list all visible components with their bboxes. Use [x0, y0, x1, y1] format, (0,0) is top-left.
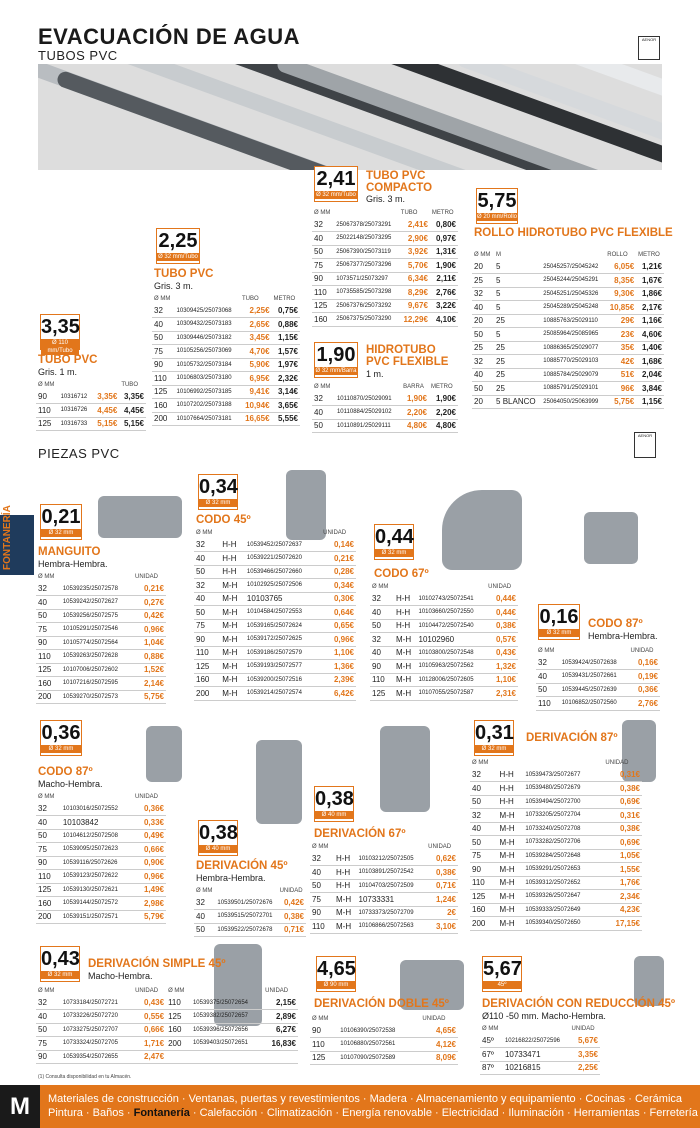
table-row: 50 10104612/25072508 0,49€ — [36, 829, 166, 843]
table-row: 110 M-H 10539312/25072652 1,76€ — [470, 876, 642, 890]
price-badge-rollo: 5,75 Ø 20 mm/Rollo — [476, 188, 518, 224]
table-row: 125 10539130/25072621 1,49€ — [36, 883, 166, 897]
table-row: 40 H-H 10539221/25072620 0,21€ — [194, 552, 356, 566]
price-badge-compacto: 2,41 Ø 32 mm/Tubo — [314, 166, 358, 202]
footer-line-2: Pintura · Baños · Fontanería · Calefacción · Climatización · Energía renovable · Electricidad · Iluminación · Herramientas · Ferretería — [48, 1107, 698, 1119]
table-row: 200 10539151/25072571 5,79€ — [36, 910, 166, 924]
section-tubos: TUBOS PVC — [38, 48, 118, 63]
table-row: 25 25 10886365/25029077 35€ 1,40€ — [472, 341, 664, 355]
manguito-sub: Hembra-Hembra. — [38, 559, 108, 569]
price-badge-codo-67: 0,44 Ø 32 mm — [374, 524, 414, 560]
tubo-3m-table: Ø MM TUBO METRO 32 10309425/25073068 2,25€ 0,75€ 40 10309432/25073183 2,65€ 0,88€ 50 10309446/25073182 3,45€ 1,15€ 75 10105256/25073069 4,70€ 1,57€ 90 10105732/25073184 5,90€ 1,97€ 110 10106803/25073180 6,95€ 2,32€ 125 10106992/25073185 9,41€ 3,14€ 160 10107202/25073188 10,94€ 3,65€ 200 10107664/25073181 16,65€ 5,55€ — [152, 294, 300, 426]
table-row: 200 M-H 10539214/25072574 6,42€ — [194, 687, 356, 701]
table-row: 32 H-H 10539452/25072637 0,14€ — [194, 538, 356, 552]
table-row: 50 H-H 10539494/25072700 0,69€ — [470, 795, 642, 809]
price-badge-tubo-1m: 3,35 Ø 110 mm/Tubo — [41, 316, 80, 354]
hidrotubo-title: HIDROTUBO PVC FLEXIBLE — [366, 344, 449, 368]
table-row: 90 M-H 10105963/25072562 1,32€ — [370, 660, 518, 674]
table-row: 50 H-H 10539466/25072660 0,28€ — [194, 565, 356, 579]
table-row: 32 25 10885770/25029103 42€ 1,68€ — [472, 355, 664, 369]
table-row: 40 10539242/25072627 0,27€ — [36, 596, 166, 610]
table-row: 45º 10216822/25072596 5,67€ — [480, 1034, 600, 1048]
table-row: 90 M-H 10539291/25072653 1,55€ — [470, 863, 642, 877]
side-label: FONTANERÍA — [2, 505, 13, 570]
table-row: 50 10309446/25073182 3,45€ 1,15€ — [152, 331, 300, 345]
table-row: 75 10539095/25072623 0,66€ — [36, 843, 166, 857]
codo-87-mh-table: Ø MM UNIDAD 32 10103016/25072552 0,36€ 40 10103842 0,33€ 50 10104612/25072508 0,49€ 75 10539095/25072623 0,66€ 90 10539116/25072626 0,90€ 110 10539123/25072622 0,96€ 125 10539130/25072621 1,49€ 160 10539144/25072572 2,98€ 200 10539151/25072571 5,79€ — [36, 792, 166, 924]
table-row: 75 M-H 10733331 1,24€ — [310, 893, 458, 907]
table-row: 40 M-H 10733240/25072708 0,38€ — [470, 822, 642, 836]
table-row: 200 10539270/25072573 5,75€ — [36, 690, 166, 704]
table-row: 40 5 25045289/25045248 10,85€ 2,17€ — [472, 301, 664, 315]
derivacion-reduccion-title: DERIVACIÓN CON REDUCCIÓN 45º — [482, 998, 676, 1010]
derivacion-67-title: DERIVACIÓN 67º — [314, 828, 406, 840]
derivacion-87-table: Ø MM UNIDAD 32 H-H 10539473/25072677 0,31€ 40 H-H 10539480/25072679 0,38€ 50 H-H 10539494/25072700 0,69€ 32 M-H 10733205/25072704 0,31€ 40 M-H 10733240/25072708 0,38€ 50 M-H 10733282/25072706 0,69€ 75 M-H 10539284/25072648 1,05€ 90 M-H 10539291/25072653 1,55€ 110 M-H 10539312/25072652 1,76€ 125 M-H 10539326/25072647 2,34€ 160 M-H 10539333/25072649 4,23€ 200 M-H 10539340/25072650 17,15€ — [470, 758, 642, 931]
table-row: 40 H-H 10103891/25072542 0,38€ — [310, 866, 458, 880]
manguito-photo — [98, 496, 182, 538]
table-row: 125 10316733 5,15€ 5,15€ — [36, 417, 146, 431]
derivacion-simple-title: DERIVACIÓN SIMPLE 45º — [88, 958, 226, 970]
table-row: 20 5 25045257/25045242 6,05€ 1,21€ — [472, 260, 664, 274]
rollo-table: Ø MM M ROLLO METRO 20 5 25045257/25045242 6,05€ 1,21€ 25 5 25045244/25045291 8,35€ 1,67€ 32 5 25045251/25045326 9,30€ 1,86€ 40 5 25045289/25045248 10,85€ 2,17€ 20 25 10885763/25029110 29€ 1,16€ 50 5 25085964/25085965 23€ 4,60€ 25 25 10886365/25029077 35€ 1,40€ 32 25 10885770/25029103 42€ 1,68€ 40 25 10885784/25029079 51€ 2,04€ 50 25 10885791/25029101 96€ 3,84€ 20 5 BLANCO 25064050/25063999 5,75€ 1,15€ — [472, 250, 664, 409]
table-row: 110 10539263/25072628 0,88€ — [36, 650, 166, 664]
derivacion-simple-table: Ø MM UNIDAD Ø MM UNIDAD 32 10733184/25072721 0,43€ 110 10539375/25072654 2,15€ 40 10733226/25072720 0,55€ 125 10539382/25072657 2,89€ 50 10733275/25072707 0,66€ 160 10539396/25072656 6,27€ 75 10733324/25072705 1,71€ 200 10539403/25072651 16,83€ 90 10539354/25072655 2,47€ — [36, 986, 298, 1064]
table-row: 32 M-H 10733205/25072704 0,31€ — [470, 809, 642, 823]
table-row: 50 M-H 10733282/25072706 0,69€ — [470, 836, 642, 850]
table-row: 32 M-H 10102960 0,57€ — [370, 633, 518, 647]
table-row: 40 10733226/25072720 0,55€ 125 10539382/25072657 2,89€ — [36, 1010, 298, 1024]
compacto-title: TUBO PVC COMPACTO — [366, 170, 433, 194]
table-row: 125 M-H 10107055/25072587 2,31€ — [370, 687, 518, 701]
table-row: 32 5 25045251/25045326 9,30€ 1,86€ — [472, 287, 664, 301]
table-row: 50 25 10885791/25029101 96€ 3,84€ — [472, 382, 664, 396]
table-row: 40 M-H 10103800/25072548 0,43€ — [370, 646, 518, 660]
table-row: 50 10539256/25072575 0,42€ — [36, 609, 166, 623]
codo-87-hh-sub: Hembra-Hembra. — [588, 631, 658, 641]
table-row: 32 10309425/25073068 2,25€ 0,75€ — [152, 304, 300, 318]
hidrotubo-table: Ø MM BARRA METRO 32 10110870/25029091 1,90€ 1,90€ 40 10110884/25029102 2,20€ 2,20€ 50 10110891/25029111 4,80€ 4,80€ — [312, 382, 458, 433]
derivacion-reduccion-table: Ø MM UNIDAD 45º 10216822/25072596 5,67€ 67º 10733471 3,35€ 87º 10216815 2,25€ — [480, 1024, 600, 1075]
table-row: 110 M-H 10539186/25072579 1,10€ — [194, 646, 356, 660]
price-badge-derivacion-doble: 4,65 Ø 90 mm — [316, 956, 356, 992]
table-row: 32 10539424/25072638 0,16€ — [536, 656, 660, 670]
price-badge-tubo-3m: 2,25 Ø 32 mm/Tubo — [156, 228, 200, 264]
table-row: 160 10539144/25072572 2,98€ — [36, 897, 166, 911]
tubo-1m-table: Ø MM TUBO 90 10316712 3,35€ 3,35€ 110 10316726 4,45€ 4,45€ 125 10316733 5,15€ 5,15€ — [36, 380, 146, 431]
table-row: 75 M-H 10539165/25072624 0,65€ — [194, 619, 356, 633]
pipes-photo — [38, 64, 662, 170]
table-row: 40 10103842 0,33€ — [36, 816, 166, 830]
codo-87-mh-sub: Macho-Hembra. — [38, 779, 103, 789]
table-row: 50 10733275/25072707 0,66€ 160 10539396/25072656 6,27€ — [36, 1023, 298, 1037]
table-row: 90 10105732/25073184 5,90€ 1,97€ — [152, 358, 300, 372]
table-row: 160 25067375/25073290 12,29€ 4,10€ — [312, 313, 458, 327]
table-row: 90 10316712 3,35€ 3,35€ — [36, 390, 146, 404]
table-row: 50 5 25085964/25085965 23€ 4,60€ — [472, 328, 664, 342]
rollo-title: ROLLO HIDROTUBO PVC FLEXIBLE — [474, 227, 673, 239]
price-badge-derivacion-67: 0,38 Ø 40 mm — [314, 786, 354, 822]
price-badge-codo-87-hh: 0,16 Ø 32 mm — [538, 604, 580, 640]
derivacion-simple-sub: Macho-Hembra. — [88, 971, 153, 981]
table-row: 40 10110884/25029102 2,20€ 2,20€ — [312, 406, 458, 420]
manguito-table: Ø MM UNIDAD 32 10539235/25072578 0,21€ 40 10539242/25072627 0,27€ 50 10539256/25072575 0,42€ 75 10105291/25072546 0,96€ 90 10105774/25072564 1,04€ 110 10539263/25072628 0,88€ 125 10107006/25072602 1,52€ 160 10107216/25072595 2,14€ 200 10539270/25072573 5,75€ — [36, 572, 166, 704]
table-row: 90 10539354/25072655 2,47€ — [36, 1050, 298, 1064]
table-row: 50 10539445/25072639 0,36€ — [536, 683, 660, 697]
derivacion-67-table: Ø MM UNIDAD 32 H-H 10103212/25072505 0,62€ 40 H-H 10103891/25072542 0,38€ 50 H-H 10104703/25072509 0,71€ 75 M-H 10733331 1,24€ 90 M-H 10733373/25072709 2€ 110 M-H 10106866/25072563 3,10€ — [310, 842, 458, 934]
table-row: 25 5 25045244/25045291 8,35€ 1,67€ — [472, 274, 664, 288]
price-badge-derivacion-87: 0,31 Ø 32 mm — [474, 720, 514, 756]
table-row: 110 10106880/25072561 4,12€ — [310, 1038, 458, 1052]
table-row: 40 10309432/25073183 2,65€ 0,88€ — [152, 318, 300, 332]
table-row: 90 M-H 10733373/25072709 2€ — [310, 906, 458, 920]
table-row: 87º 10216815 2,25€ — [480, 1061, 600, 1075]
codo-87-hh-table: Ø MM UNIDAD 32 10539424/25072638 0,16€ 40 10539431/25072661 0,19€ 50 10539445/25072639 0,36€ 110 10106852/25072560 2,76€ — [536, 646, 660, 711]
codo-87-photo — [584, 512, 638, 564]
table-row: 40 25 10885784/25029079 51€ 2,04€ — [472, 368, 664, 382]
table-row: 32 10733184/25072721 0,43€ 110 10539375/25072654 2,15€ — [36, 996, 298, 1010]
price-badge-derivacion-45: 0,38 Ø 40 mm — [198, 820, 238, 856]
table-row: 40 H-H 10539480/25072679 0,38€ — [470, 782, 642, 796]
table-row: 40 H-H 10103660/25072550 0,44€ — [370, 606, 518, 620]
page-title: EVACUACIÓN DE AGUA — [38, 24, 301, 49]
compacto-table: Ø MM TUBO METRO 32 25067378/25073291 2,41€ 0,80€ 40 25022148/25073295 2,90€ 0,97€ 50 25067390/25073119 3,92€ 1,31€ 75 25067377/25073296 5,70€ 1,90€ 90 1073571/25073297 6,34€ 2,11€ 110 10735585/25073298 8,29€ 2,76€ 125 25067376/25073292 9,67€ 3,22€ 160 25067375/25073290 12,29€ 4,10€ — [312, 208, 458, 327]
table-row: 110 10106803/25073180 6,95€ 2,32€ — [152, 372, 300, 386]
table-row: 40 10539515/25072701 0,38€ — [194, 910, 306, 924]
table-row: 125 M-H 10539193/25072577 1,36€ — [194, 660, 356, 674]
price-badge-derivacion-simple: 0,43 Ø 32 mm — [40, 946, 80, 982]
table-row: 50 25067390/25073119 3,92€ 1,31€ — [312, 245, 458, 259]
table-row: 32 H-H 10103212/25072505 0,62€ — [310, 852, 458, 866]
price-badge-manguito: 0,21 Ø 32 mm — [40, 504, 82, 540]
hidrotubo-sub: 1 m. — [366, 369, 384, 379]
codo-45-title: CODO 45º — [196, 514, 251, 526]
codo-67-title: CODO 67º — [374, 568, 429, 580]
price-badge-codo-87-mh: 0,36 Ø 32 mm — [40, 720, 82, 756]
table-row: 40 M-H 10103765 0,30€ — [194, 592, 356, 606]
derivacion-67-photo — [380, 726, 430, 812]
table-row: 75 25067377/25073296 5,70€ 1,90€ — [312, 259, 458, 273]
table-row: 75 10105256/25073069 4,70€ 1,57€ — [152, 345, 300, 359]
table-row: 32 M-H 10102925/25072506 0,34€ — [194, 579, 356, 593]
compacto-sub: Gris. 3 m. — [366, 194, 406, 204]
table-row: 32 10110870/25029091 1,90€ 1,90€ — [312, 392, 458, 406]
table-row: 160 10107202/25073188 10,94€ 3,65€ — [152, 399, 300, 413]
codo-87-hh-title: CODO 87º — [588, 618, 643, 630]
table-row: 20 5 BLANCO 25064050/25063999 5,75€ 1,15€ — [472, 395, 664, 409]
table-row: 110 M-H 10128006/25072605 1,10€ — [370, 673, 518, 687]
table-row: 90 1073571/25073297 6,34€ 2,11€ — [312, 272, 458, 286]
manguito-title: MANGUITO — [38, 546, 101, 558]
codo-87-mh-title: CODO 87º — [38, 766, 93, 778]
table-row: 50 H-H 10104472/25072540 0,38€ — [370, 619, 518, 633]
tubo-3m-sub: Gris. 3 m. — [154, 281, 194, 291]
section-piezas: PIEZAS PVC — [38, 446, 120, 461]
table-row: 160 M-H 10539333/25072649 4,23€ — [470, 903, 642, 917]
tubo-1m-sub: Gris. 1 m. — [38, 367, 78, 377]
footnote: (1) Consulta disponibilidad en tu Almacén. — [38, 1074, 132, 1080]
brand-logo: M — [0, 1085, 40, 1128]
table-row: 32 H-H 10539473/25072677 0,31€ — [470, 768, 642, 782]
codo-87-mh-photo — [146, 726, 182, 782]
table-row: 125 25067376/25073292 9,67€ 3,22€ — [312, 299, 458, 313]
table-row: 110 10106852/25072560 2,76€ — [536, 697, 660, 711]
tubo-1m-title: TUBO PVC — [38, 354, 98, 366]
price-badge-codo-45: 0,34 Ø 32 mm — [198, 474, 238, 510]
table-row: 32 10103016/25072552 0,36€ — [36, 802, 166, 816]
derivacion-45-table: Ø MM UNIDAD 32 10539501/25072676 0,42€ 40 10539515/25072701 0,38€ 50 10539522/25072678 0,71€ — [194, 886, 306, 937]
derivacion-45-title: DERIVACIÓN 45º — [196, 860, 288, 872]
table-row: 75 10105291/25072546 0,96€ — [36, 623, 166, 637]
price-badge-hidrotubo: 1,90 Ø 32 mm/Barra — [314, 342, 358, 378]
table-row: 75 10733324/25072705 1,71€ 200 10539403/25072651 16,83€ — [36, 1037, 298, 1051]
footer-categories — [0, 1085, 700, 1128]
table-row: 50 10539522/25072678 0,71€ — [194, 923, 306, 937]
table-row: 125 M-H 10539326/25072647 2,34€ — [470, 890, 642, 904]
table-row: 50 M-H 10104584/25072553 0,64€ — [194, 606, 356, 620]
table-row: 125 10107006/25072602 1,52€ — [36, 663, 166, 677]
table-row: 75 M-H 10539284/25072648 1,05€ — [470, 849, 642, 863]
table-row: 110 10735585/25073298 8,29€ 2,76€ — [312, 286, 458, 300]
table-row: 50 H-H 10104703/25072509 0,71€ — [310, 879, 458, 893]
table-row: 50 10110891/25029111 4,80€ 4,80€ — [312, 419, 458, 433]
derivacion-87-title: DERIVACIÓN 87º — [526, 732, 618, 744]
derivacion-45-photo — [256, 740, 302, 824]
aenor-icon: AENOR — [638, 36, 660, 60]
derivacion-45-sub: Hembra-Hembra. — [196, 873, 266, 883]
table-row: 110 M-H 10106866/25072563 3,10€ — [310, 920, 458, 934]
table-row: 125 10106992/25073185 9,41€ 3,14€ — [152, 385, 300, 399]
table-row: 110 10539123/25072622 0,96€ — [36, 870, 166, 884]
table-row: 90 10106390/25072538 4,65€ — [310, 1024, 458, 1038]
table-row: 90 10105774/25072564 1,04€ — [36, 636, 166, 650]
table-row: 32 H-H 10102743/25072541 0,44€ — [370, 592, 518, 606]
derivacion-doble-table: Ø MM UNIDAD 90 10106390/25072538 4,65€ 110 10106880/25072561 4,12€ 125 10107090/25072589 8,09€ — [310, 1014, 458, 1065]
table-row: 20 25 10885763/25029110 29€ 1,16€ — [472, 314, 664, 328]
table-row: 90 M-H 10539172/25072625 0,96€ — [194, 633, 356, 647]
table-row: 40 25022148/25073295 2,90€ 0,97€ — [312, 232, 458, 246]
table-row: 200 M-H 10539340/25072650 17,15€ — [470, 917, 642, 931]
derivacion-doble-title: DERIVACIÓN DOBLE 45º — [314, 998, 449, 1010]
table-row: 67º 10733471 3,35€ — [480, 1048, 600, 1062]
table-row: 110 10316726 4,45€ 4,45€ — [36, 404, 146, 418]
table-row: 32 25067378/25073291 2,41€ 0,80€ — [312, 218, 458, 232]
table-row: 160 M-H 10539200/25072516 2,39€ — [194, 673, 356, 687]
derivacion-reduccion-sub: Ø110 -50 mm. Macho-Hembra. — [482, 1011, 606, 1021]
table-row: 32 10539235/25072578 0,21€ — [36, 582, 166, 596]
codo-67-photo — [442, 490, 522, 570]
price-badge-derivacion-reduccion: 5,67 45º — [482, 956, 522, 992]
table-row: 160 10107216/25072595 2,14€ — [36, 677, 166, 691]
tubo-3m-title: TUBO PVC — [154, 268, 214, 280]
aenor-icon: AENOR — [634, 432, 656, 458]
codo-67-table: Ø MM UNIDAD 32 H-H 10102743/25072541 0,44€ 40 H-H 10103660/25072550 0,44€ 50 H-H 10104472/25072540 0,38€ 32 M-H 10102960 0,57€ 40 M-H 10103800/25072548 0,43€ 90 M-H 10105963/25072562 1,32€ 110 M-H 10128006/25072605 1,10€ 125 M-H 10107055/25072587 2,31€ — [370, 582, 518, 701]
codo-45-table: Ø MM UNIDAD 32 H-H 10539452/25072637 0,14€ 40 H-H 10539221/25072620 0,21€ 50 H-H 10539466/25072660 0,28€ 32 M-H 10102925/25072506 0,34€ 40 M-H 10103765 0,30€ 50 M-H 10104584/25072553 0,64€ 75 M-H 10539165/25072624 0,65€ 90 M-H 10539172/25072625 0,96€ 110 M-H 10539186/25072579 1,10€ 125 M-H 10539193/25072577 1,36€ 160 M-H 10539200/25072516 2,39€ 200 M-H 10539214/25072574 6,42€ — [194, 528, 356, 701]
table-row: 40 10539431/25072661 0,19€ — [536, 670, 660, 684]
table-row: 200 10107664/25073181 16,65€ 5,55€ — [152, 412, 300, 426]
table-row: 125 10107090/25072589 8,09€ — [310, 1051, 458, 1065]
table-row: 90 10539116/25072626 0,90€ — [36, 856, 166, 870]
table-row: 32 10539501/25072676 0,42€ — [194, 896, 306, 910]
footer-line-1: Materiales de construcción · Ventanas, puertas y revestimientos · Madera · Almacenamiento y equipamiento · Cocinas · Cerámica — [48, 1093, 683, 1105]
